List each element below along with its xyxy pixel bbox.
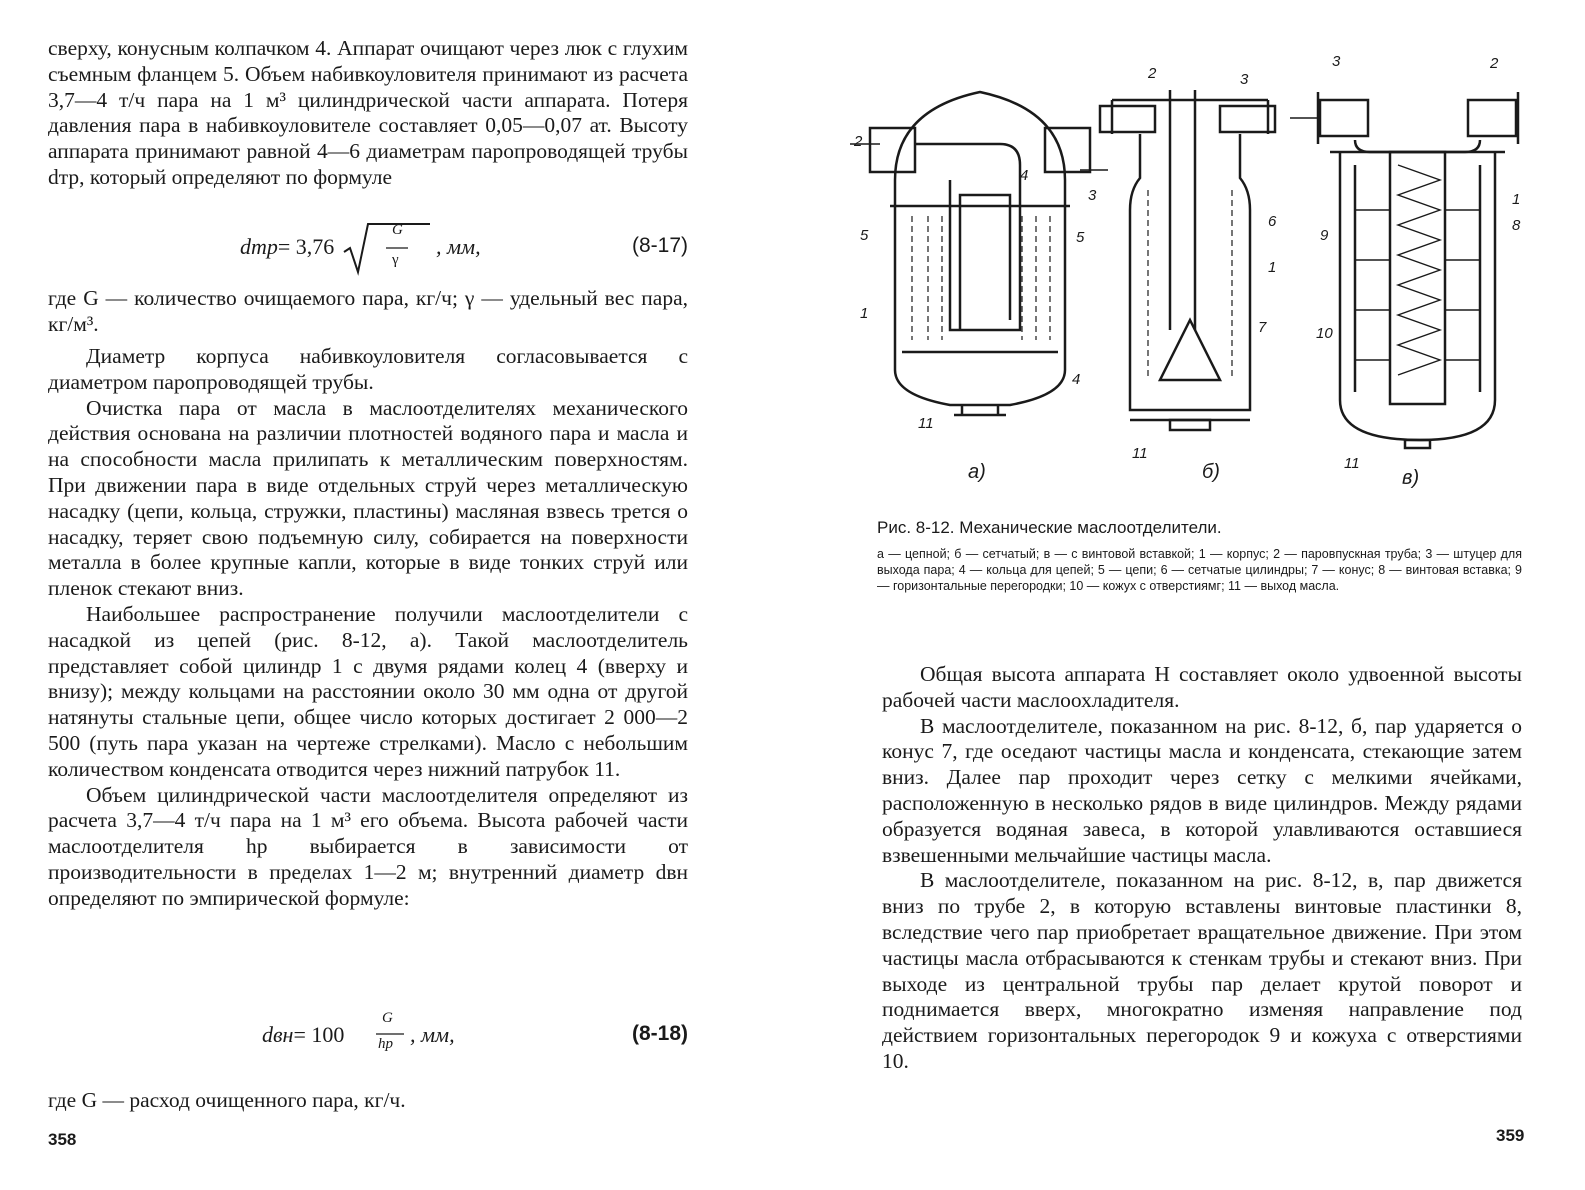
callout-c: 9 (1320, 227, 1329, 244)
callout-c: 1 (1512, 191, 1521, 208)
separators-diagram (850, 40, 1570, 510)
page-number-right: 359 (1496, 1126, 1525, 1145)
callout-a: 4 (1020, 167, 1029, 184)
paragraph: Общая высота аппарата H составляет около удвоенной высоты рабочей части маслоохладителя. (882, 662, 1522, 712)
callout-a: 5 (1076, 229, 1085, 246)
formula-coef: = 100 (293, 1022, 345, 1047)
formula-8-18 (262, 1010, 688, 1064)
figure-legend: а — цепной; б — сетчатый; в — с винтовой вставкой; 1 — корпус; 2 — паровпускная труба; 3 — штуцер для выхода пара; 4 — кольца для цепей; 5 — цепи; 6 — сетчатые цилиндры; 7 — конус; 8 — винтовая вставка; 9 — горизонтальные перегородки; 10 — кожух с отверстиямг; 11 — выход масла. (877, 547, 1522, 593)
callout-b: 6 (1268, 213, 1277, 230)
formula-coef: = 3,76 (277, 234, 335, 259)
callout-a: 11 (918, 415, 934, 432)
page-number-left: 358 (48, 1130, 77, 1149)
paragraph: Объем цилиндрической части маслоотделителя определяют из расчета 3,7—4 т/ч пара на 1 м³ его объема. Высота рабочей части маслоотделителя hр выбирается в зависимости от производительности в пределах 1—2 м; внутренний диаметр dвн определяют по эмпирической формуле: (48, 782, 688, 910)
formula-lhs: dтр (240, 234, 278, 259)
paragraph: Наибольшее распространение получили маслоотделители с насадкой из цепей (рис. 8-12, а). Такой маслоотделитель представляет собой цилиндр 1 с двумя рядами колец 4 (вверху и внизу); между кольцами на расстоянии около 30 мм одна от другой натянуты стальные цепи, общее число которых достигает 2 000—2 500 (путь пара указан на чертеже стрелками). Масло с небольшим количеством конденсата отводится через нижний патрубок 11. (48, 601, 688, 781)
radical-sign (342, 220, 432, 276)
paragraph: Очистка пара от масла в маслоотделителях механического действия основана на различии плотностей водяного пара и масла и на способности масла прилипать к металлическим поверхностям. При движении пара в виде отдельных струй через металлическую насадку (цепи, кольца, стружки, пластины) масляная взвесь трется о насадку, теряет свою подъемную силу, собирается на поверхности металла в более крупные капли, которые в виде тонких струй или пленок стекают вниз. (48, 395, 688, 601)
right-page (790, 0, 1585, 1190)
left-text-top (48, 36, 688, 191)
sublabel-c: в) (1402, 467, 1420, 489)
callout-a: 5 (860, 227, 869, 244)
formula-denominator: hр (378, 1036, 393, 1052)
formula-lhs: dвн (262, 1022, 294, 1047)
figure-8-12 (850, 40, 1570, 510)
equation-number: (8-17) (631, 234, 688, 257)
sublabel-b: б) (1202, 461, 1220, 483)
callout-b: 7 (1258, 319, 1267, 336)
left-text-where1 (48, 286, 688, 338)
callout-a: 2 (854, 133, 863, 150)
paragraph: В маслоотделителе, показанном на рис. 8-12, в, пар движется вниз по трубе 2, в которую вставлены винтовые пластинки 8, вследствие чего пар приобретает вращательное движение. При этом частицы масла отбрасываются к стенкам трубы и стекают вниз. При выходе из центральной трубы пар делает крутой поворот и поднимается вверх, многократно изменяя направление под действием горизонтальных перегородок 9 и кожуха с отверстиями 10. (882, 868, 1522, 1073)
callout-a: 1 (860, 305, 869, 322)
left-text-middle (48, 344, 688, 912)
formula-numerator: G (382, 1010, 393, 1026)
callout-c: 3 (1332, 53, 1341, 70)
callout-a: 3 (1088, 187, 1097, 204)
right-text (882, 662, 1522, 1075)
callout-b: 3 (1240, 71, 1249, 88)
callout-c: 11 (1344, 455, 1360, 472)
formula-8-17 (240, 222, 688, 278)
where-clause: где G — количество очищаемого пара, кг/ч; γ — удельный вес пара, кг/м³. (48, 286, 688, 336)
callout-c: 2 (1490, 55, 1499, 72)
equation-number: (8-18) (631, 1022, 688, 1045)
callout-a: 4 (1072, 371, 1081, 388)
paragraph: В маслоотделителе, показанном на рис. 8-12, б, пар ударяется о конус 7, где оседают частицы масла и конденсата, стекающие затем вниз. Далее пар проходит через сетку с мелкими ячейками, расположенную в несколько рядов в виде цилиндров. Между рядами образуется водяная завеса, в которой улавливаются оставшиеся взвешенными мельчайшие частицы масла. (882, 713, 1522, 867)
figure-caption: Рис. 8-12. Механические маслоотделители. (877, 518, 1222, 537)
sublabel-a: а) (968, 461, 986, 483)
callout-c: 8 (1512, 217, 1521, 234)
callout-b: 2 (1148, 65, 1157, 82)
where-clause: где G — расход очищенного пара, кг/ч. (48, 1088, 406, 1112)
paragraph: Диаметр корпуса набивкоуловителя согласовывается с диаметром паропроводящей трубы. (48, 344, 688, 394)
callout-b: 1 (1268, 259, 1277, 276)
formula-numerator: G (392, 222, 403, 238)
formula-unit: , мм, (410, 1022, 455, 1047)
paragraph: сверху, конусным колпачком 4. Аппарат очищают через люк с глухим съемным фланцем 5. Объем набивкоуловителя принимают из расчета 3,7—4 т/ч пара на 1 м³ цилиндрической части аппарата. Потеря давления пара в набивкоуловителе составляет 0,05—0,07 ат. Высоту аппарата принимают равной 4—6 диаметрам паропроводящей трубы dтр, который определяют по формуле (48, 36, 688, 189)
formula-unit: , мм, (436, 234, 481, 259)
callout-b: 11 (1132, 445, 1148, 462)
formula-denominator: γ (392, 252, 399, 268)
left-text-where2 (48, 1088, 688, 1114)
callout-c: 10 (1316, 325, 1333, 342)
left-page (0, 0, 790, 1190)
